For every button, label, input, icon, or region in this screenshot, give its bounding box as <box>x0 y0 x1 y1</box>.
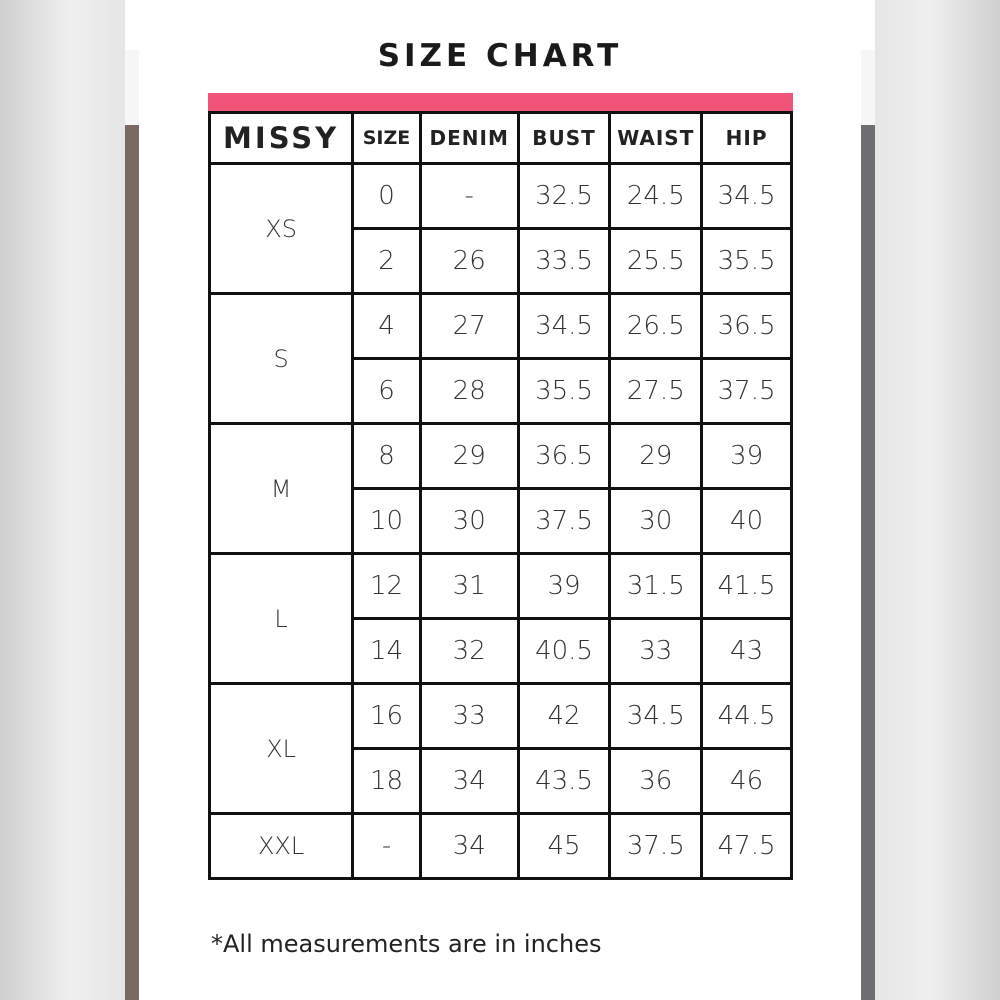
size-cell: 4 <box>354 295 419 357</box>
size-chart-card <box>139 0 861 1000</box>
table-row <box>211 815 790 877</box>
denim-cell: 32 <box>422 620 517 682</box>
accent-bar <box>208 93 793 111</box>
size-cell: 6 <box>354 360 419 422</box>
size-cell: - <box>354 815 419 877</box>
waist-cell: 27.5 <box>611 360 700 422</box>
size-cell: 14 <box>354 620 419 682</box>
bust-cell: 32.5 <box>520 165 609 227</box>
hip-cell: 39 <box>703 425 790 487</box>
waist-cell: 33 <box>611 620 700 682</box>
size-cell: 12 <box>354 555 419 617</box>
hip-cell: 36.5 <box>703 295 790 357</box>
size-cell: 2 <box>354 230 419 292</box>
hip-cell: 47.5 <box>703 815 790 877</box>
waist-cell: 31.5 <box>611 555 700 617</box>
size-label-cell: XL <box>211 685 351 812</box>
size-table <box>208 111 793 880</box>
bust-cell: 36.5 <box>520 425 609 487</box>
table-row <box>211 165 790 227</box>
photo-edge-left-top <box>125 50 139 125</box>
waist-cell: 30 <box>611 490 700 552</box>
waist-cell: 25.5 <box>611 230 700 292</box>
size-label-cell: S <box>211 295 351 422</box>
table-header-row <box>211 114 790 162</box>
waist-cell: 24.5 <box>611 165 700 227</box>
header-missy: MISSY <box>211 114 351 162</box>
hip-cell: 41.5 <box>703 555 790 617</box>
size-cell: 0 <box>354 165 419 227</box>
waist-cell: 26.5 <box>611 295 700 357</box>
denim-cell: - <box>422 165 517 227</box>
photo-edge-left <box>125 125 139 1000</box>
bust-cell: 40.5 <box>520 620 609 682</box>
size-cell: 16 <box>354 685 419 747</box>
header-denim: DENIM <box>422 114 517 162</box>
waist-cell: 37.5 <box>611 815 700 877</box>
photo-edge-right <box>861 125 875 1000</box>
background-right <box>875 0 1000 1000</box>
denim-cell: 33 <box>422 685 517 747</box>
bust-cell: 39 <box>520 555 609 617</box>
denim-cell: 34 <box>422 815 517 877</box>
table-row <box>211 295 790 357</box>
hip-cell: 46 <box>703 750 790 812</box>
table-row <box>211 425 790 487</box>
table-row <box>211 685 790 747</box>
waist-cell: 34.5 <box>611 685 700 747</box>
header-size: SIZE <box>354 114 419 162</box>
bust-cell: 35.5 <box>520 360 609 422</box>
denim-cell: 31 <box>422 555 517 617</box>
background-left <box>0 0 125 1000</box>
hip-cell: 35.5 <box>703 230 790 292</box>
hip-cell: 44.5 <box>703 685 790 747</box>
bust-cell: 33.5 <box>520 230 609 292</box>
bust-cell: 34.5 <box>520 295 609 357</box>
size-label-cell: XS <box>211 165 351 292</box>
size-label-cell: XXL <box>211 815 351 877</box>
denim-cell: 29 <box>422 425 517 487</box>
size-cell: 10 <box>354 490 419 552</box>
photo-edge-right-top <box>861 50 875 125</box>
page-title: SIZE CHART <box>377 38 623 74</box>
size-cell: 18 <box>354 750 419 812</box>
hip-cell: 40 <box>703 490 790 552</box>
denim-cell: 34 <box>422 750 517 812</box>
bust-cell: 43.5 <box>520 750 609 812</box>
hip-cell: 37.5 <box>703 360 790 422</box>
waist-cell: 29 <box>611 425 700 487</box>
size-label-cell: L <box>211 555 351 682</box>
bust-cell: 45 <box>520 815 609 877</box>
denim-cell: 26 <box>422 230 517 292</box>
denim-cell: 27 <box>422 295 517 357</box>
header-hip: HIP <box>703 114 790 162</box>
bust-cell: 42 <box>520 685 609 747</box>
size-cell: 8 <box>354 425 419 487</box>
bust-cell: 37.5 <box>520 490 609 552</box>
denim-cell: 30 <box>422 490 517 552</box>
footnote: *All measurements are in inches <box>211 930 602 958</box>
header-waist: WAIST <box>611 114 700 162</box>
size-label-cell: M <box>211 425 351 552</box>
header-bust: BUST <box>520 114 609 162</box>
waist-cell: 36 <box>611 750 700 812</box>
hip-cell: 34.5 <box>703 165 790 227</box>
hip-cell: 43 <box>703 620 790 682</box>
table-row <box>211 555 790 617</box>
denim-cell: 28 <box>422 360 517 422</box>
